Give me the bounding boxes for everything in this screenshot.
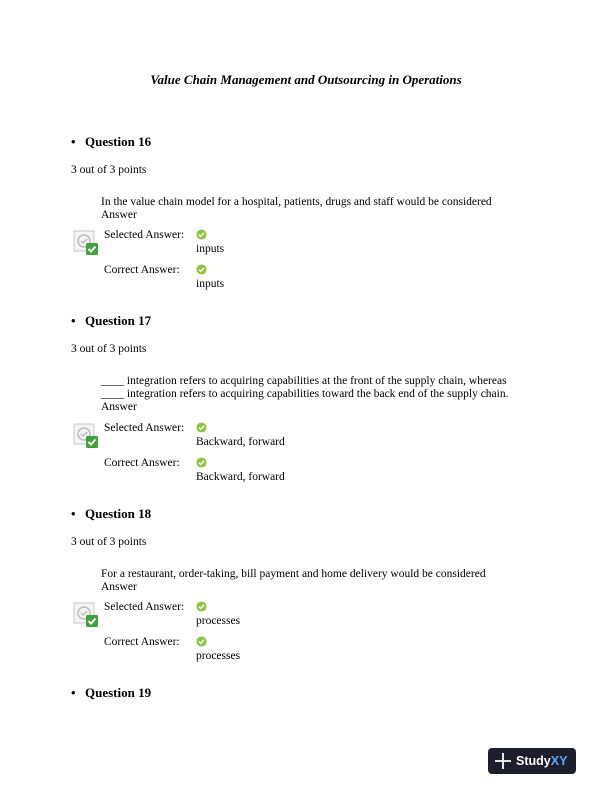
bullet-icon: •: [71, 313, 76, 328]
studyxy-logo: [488, 748, 576, 774]
question-text: In the value chain model for a hospital, patients, drugs and staff would be considered Answer: [101, 196, 531, 222]
question-points: 3 out of 3 points: [71, 164, 147, 176]
selected-answer-value: processes: [196, 615, 241, 627]
answer-prompt: Answer: [101, 581, 137, 593]
logo-text: Study: [516, 754, 551, 768]
check-circle-icon: [196, 264, 207, 275]
question-points: 3 out of 3 points: [71, 536, 147, 548]
plus-icon: [494, 752, 512, 770]
page-title: Value Chain Management and Outsourcing in Operations: [150, 72, 462, 87]
correct-answer-value: processes: [196, 650, 241, 662]
graded-correct-icon: [73, 230, 99, 256]
bullet-icon: •: [71, 134, 76, 149]
check-circle-icon: [196, 601, 207, 612]
correct-answer-label: Correct Answer:: [104, 457, 180, 469]
selected-answer-label: Selected Answer:: [104, 601, 185, 613]
question-heading: • Question 18: [71, 506, 152, 521]
correct-answer-value: Backward, forward: [196, 471, 285, 483]
check-circle-icon: [196, 636, 207, 647]
bullet-icon: •: [71, 506, 76, 521]
question-heading: • Question 16: [71, 134, 152, 149]
selected-answer-label: Selected Answer:: [104, 229, 185, 241]
selected-answer-label: Selected Answer:: [104, 422, 185, 434]
question-text: ____ integration refers to acquiring capabilities at the front of the supply chain, whereas ____ integration refers to acquiring capabilities toward the back end of the supply chain. Answer: [101, 375, 531, 414]
correct-answer-label: Correct Answer:: [104, 636, 180, 648]
selected-answer-value: Backward, forward: [196, 436, 285, 448]
answer-prompt: Answer: [101, 209, 137, 221]
logo-text-accent: XY: [550, 754, 568, 768]
selected-answer-value: inputs: [196, 243, 225, 255]
question-heading: • Question 17: [71, 313, 152, 328]
question-points: 3 out of 3 points: [71, 343, 147, 355]
check-circle-icon: [196, 229, 207, 240]
check-circle-icon: [196, 422, 207, 433]
check-circle-icon: [196, 457, 207, 468]
graded-correct-icon: [73, 423, 99, 449]
answer-prompt: Answer: [101, 401, 137, 413]
bullet-icon: •: [71, 685, 76, 700]
question-heading: • Question 19: [71, 685, 152, 700]
question-text: For a restaurant, order-taking, bill payment and home delivery would be considered Answer: [101, 568, 531, 594]
correct-answer-value: inputs: [196, 278, 225, 290]
correct-answer-label: Correct Answer:: [104, 264, 180, 276]
graded-correct-icon: [73, 602, 99, 628]
